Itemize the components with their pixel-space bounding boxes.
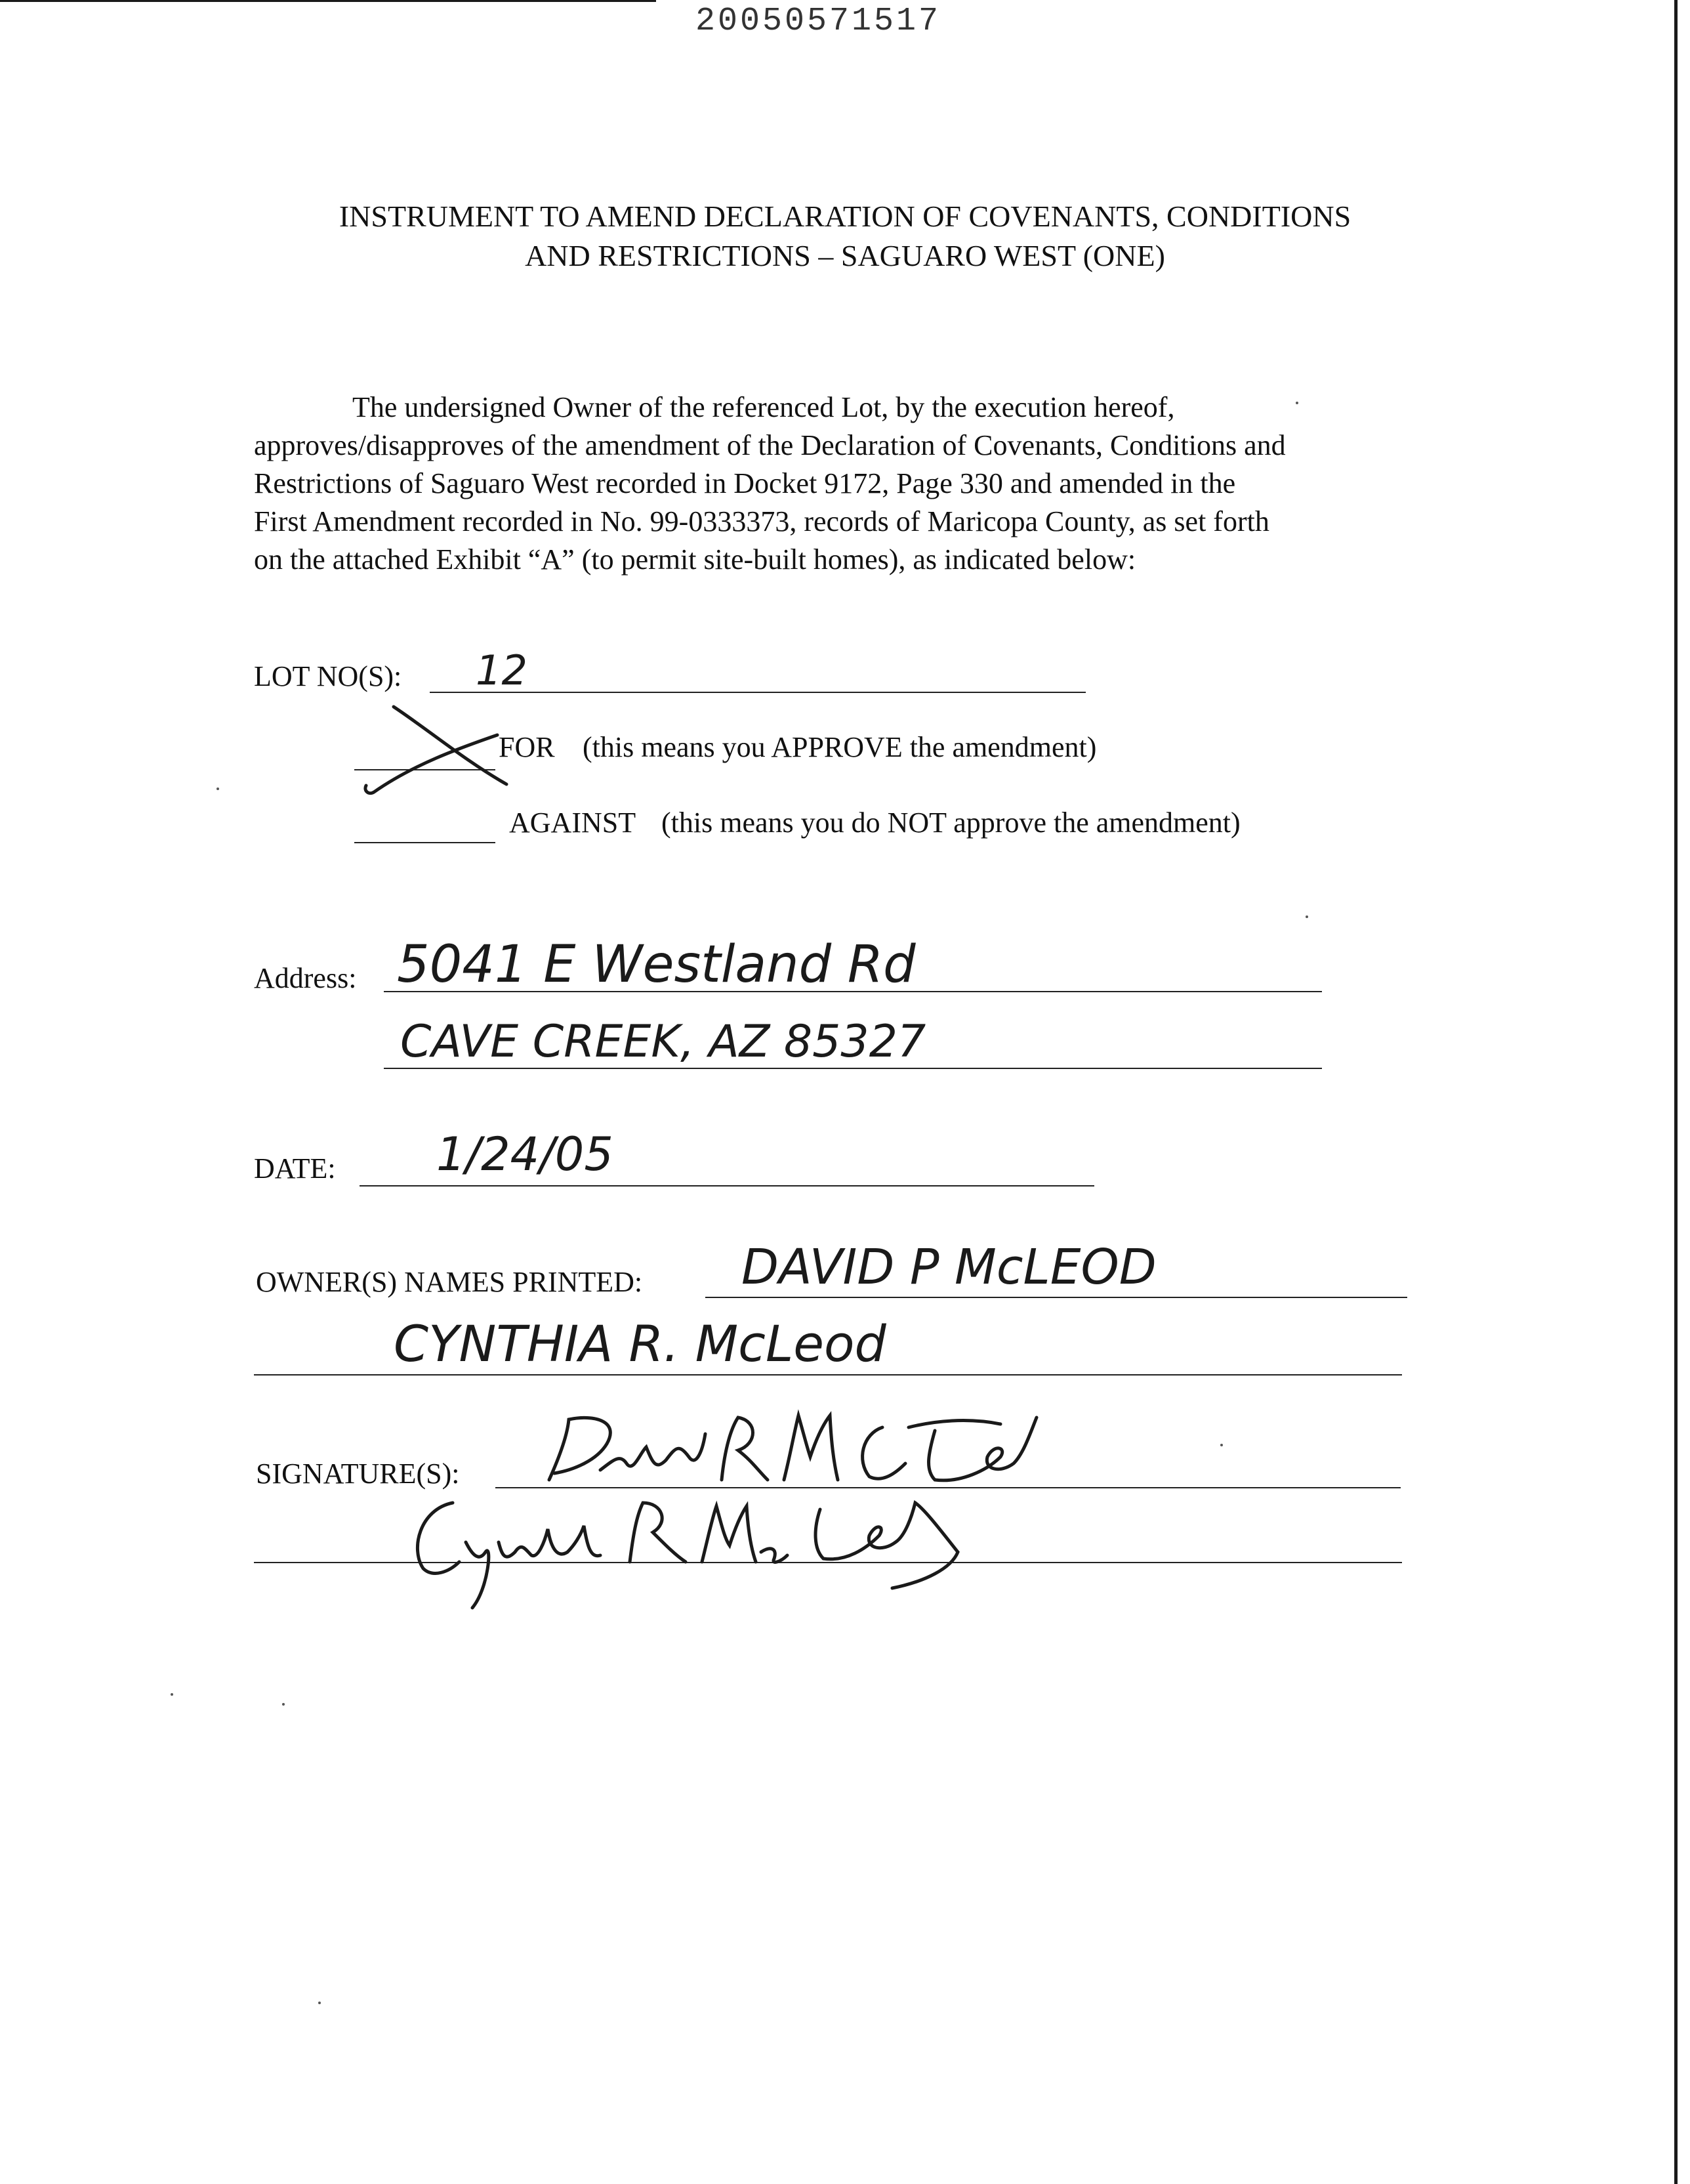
owner-underline-1 <box>705 1297 1407 1298</box>
owner-1-name: DAVID P McLEOD <box>741 1239 1157 1295</box>
address-underline-2 <box>384 1068 1322 1069</box>
address-label: Address: <box>254 962 357 994</box>
for-label: FOR <box>499 731 555 763</box>
recording-number: 20050571517 <box>695 3 941 40</box>
lot-label: LOT NO(S): <box>254 660 402 692</box>
title-line-1: INSTRUMENT TO AMEND DECLARATION OF COVENANTS, CONDITIONS <box>339 200 1351 233</box>
intro-line-5: on the attached Exhibit “A” (to permit site-built homes), as indicated below: <box>254 543 1136 576</box>
date-underline <box>360 1185 1094 1186</box>
intro-line-4: First Amendment recorded in No. 99-0333373, records of Maricopa County, as set forth <box>254 505 1269 537</box>
date-value: 1/24/05 <box>436 1127 613 1181</box>
against-label: AGAINST <box>509 807 636 839</box>
scan-speck <box>1296 402 1298 404</box>
scan-speck <box>1220 1444 1223 1446</box>
scan-speck <box>216 788 219 790</box>
intro-line-3: Restrictions of Saguaro West recorded in Docket 9172, Page 330 and amended in the <box>254 467 1236 499</box>
owner-2-name: CYNTHIA R. McLeod <box>394 1314 886 1373</box>
intro-paragraph <box>254 388 1428 579</box>
against-blank <box>354 842 495 843</box>
intro-line-1: The undersigned Owner of the referenced Lot, by the execution hereof, <box>352 391 1175 423</box>
for-description: (this means you APPROVE the amendment) <box>583 731 1097 763</box>
page-edge-top <box>0 0 656 2</box>
against-description: (this means you do NOT approve the amendment) <box>661 807 1241 839</box>
scan-speck <box>318 2002 321 2004</box>
title-line-2: AND RESTRICTIONS – SAGUARO WEST (ONE) <box>525 239 1165 272</box>
date-label: DATE: <box>254 1152 336 1185</box>
scan-speck <box>1306 915 1308 918</box>
address-line-2: CAVE CREEK, AZ 85327 <box>400 1016 926 1068</box>
signature-1 <box>541 1408 1053 1500</box>
owners-label: OWNER(S) NAMES PRINTED: <box>256 1266 643 1298</box>
signature-label: SIGNATURE(S): <box>256 1458 460 1490</box>
scan-speck <box>171 1693 173 1696</box>
lot-underline <box>430 692 1086 693</box>
document-title <box>0 197 1690 276</box>
address-line-1: 5041 E Westland Rd <box>397 935 916 994</box>
scan-speck <box>282 1703 285 1706</box>
intro-line-2: approves/disapproves of the amendment of the Declaration of Covenants, Conditions and <box>254 429 1286 461</box>
for-x-mark <box>354 699 512 797</box>
lot-value: 12 <box>476 646 527 694</box>
owner-underline-2 <box>254 1374 1402 1376</box>
page-edge-right <box>1674 0 1678 2184</box>
signature-2 <box>394 1490 971 1614</box>
